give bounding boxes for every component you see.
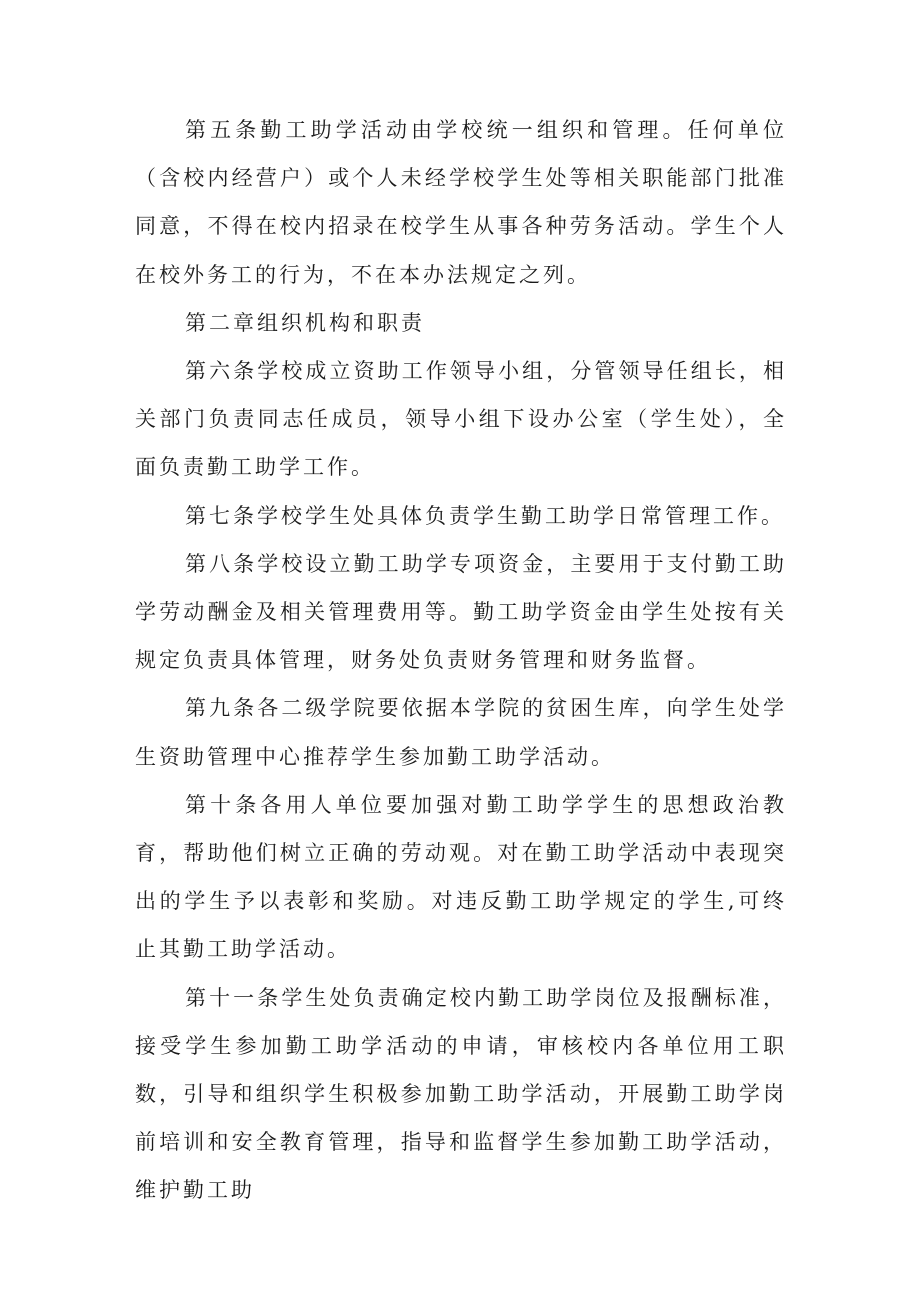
chapter-2-heading: 第二章组织机构和职责: [185, 310, 425, 335]
document-page: [135, 106, 787, 1215]
article-8-paragraph: 第八条学校设立勤工助学专项资金，主要用于支付勤工助学劳动酬金及相关管理费用等。勤工助学资金由学生处按有关规定负责具体管理，财务处负责财务管理和财务监督。: [135, 551, 787, 673]
article-9-paragraph: 第九条各二级学院要依据本学院的贫困生库，向学生处学生资助管理中心推荐学生参加勤工助学活动。: [135, 696, 787, 769]
article-5-paragraph: 第五条勤工助学活动由学校统一组织和管理。任何单位（含校内经营户）或个人未经学校学生处等相关职能部门批准同意，不得在校内招录在校学生从事各种劳务活动。学生个人在校外务工的行为，不在本办法规定之列。: [135, 118, 787, 287]
article-10-paragraph: 第十条各用人单位要加强对勤工助学学生的思想政治教育，帮助他们树立正确的劳动观。对在勤工助学活动中表现突出的学生予以表彰和奖励。对违反勤工助学规定的学生,可终止其勤工助学活动。: [135, 792, 787, 962]
article-11-paragraph: 第十一条学生处负责确定校内勤工助学岗位及报酬标准，接受学生参加勤工助学活动的申请，审核校内各单位用工职数，引导和组织学生积极参加勤工助学活动，开展勤工助学岗前培训和安全教育管理，指导和监督学生参加勤工助学活动，维护勤工助: [135, 985, 787, 1203]
article-6-paragraph: 第六条学校成立资助工作领导小组，分管领导任组长，相关部门负责同志任成员，领导小组下设办公室（学生处），全面负责勤工助学工作。: [135, 359, 787, 480]
article-7-paragraph: 第七条学校学生处具体负责学生勤工助学日常管理工作。: [185, 503, 785, 528]
